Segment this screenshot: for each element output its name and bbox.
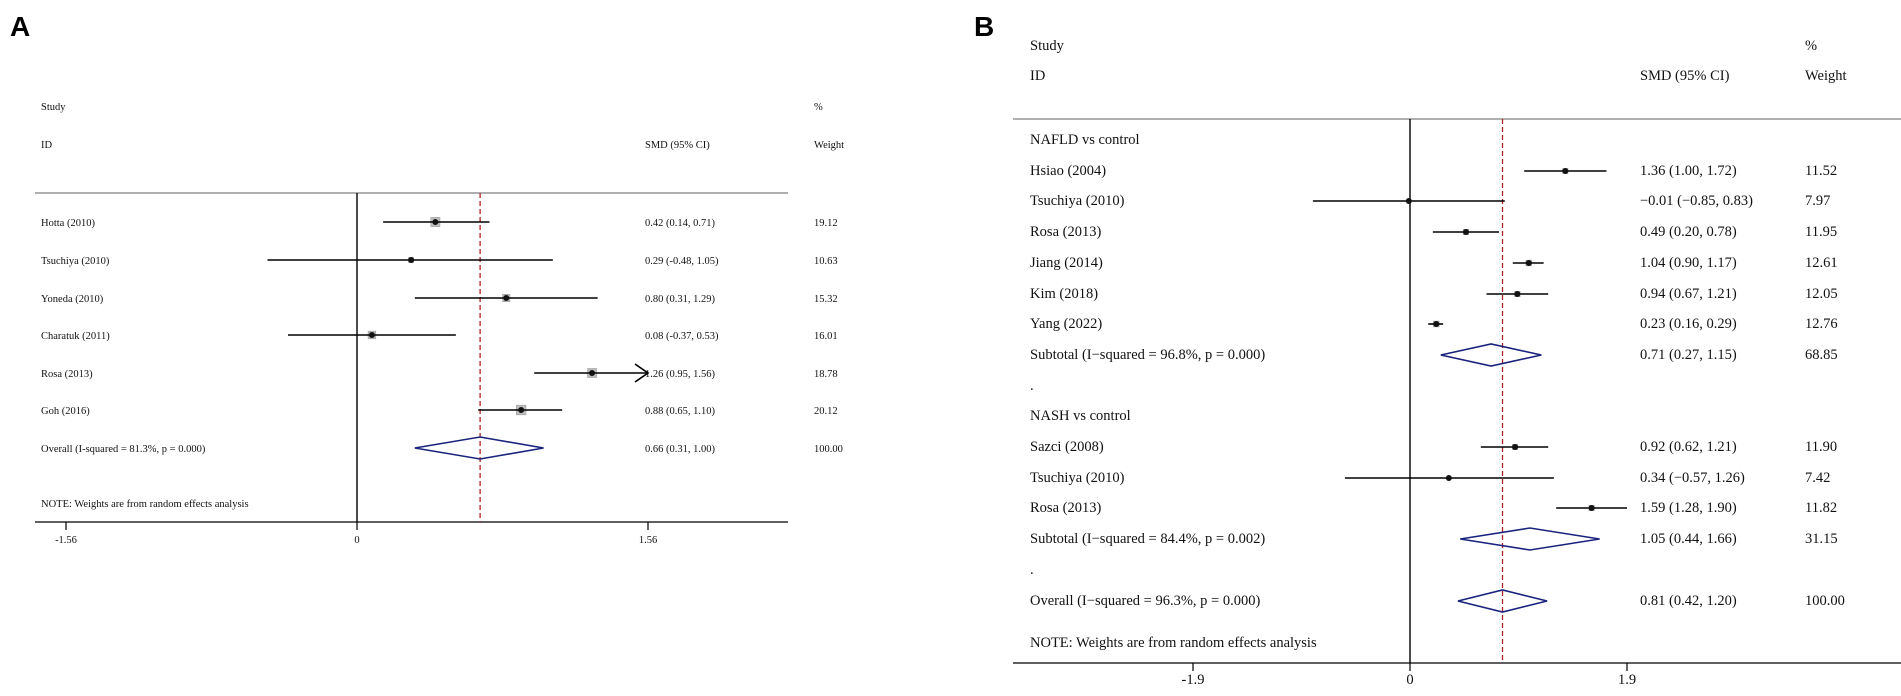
row-ci-text-b: 0.49 (0.20, 0.78) [1640, 224, 1737, 240]
point-estimate-a [589, 370, 595, 376]
row-ci-text-b: 0.34 (−0.57, 1.26) [1640, 470, 1745, 486]
row-label-b: Hsiao (2004) [1030, 163, 1107, 179]
panel-b-label: B [974, 11, 995, 42]
row-label-b: . [1030, 378, 1034, 394]
row-ci-text-b: 1.04 (0.90, 1.17) [1640, 255, 1737, 271]
row-label-b: Subtotal (I−squared = 96.8%, p = 0.000) [1030, 347, 1266, 363]
header-id-a: ID [41, 140, 53, 151]
row-label-a: Hotta (2010) [41, 218, 95, 229]
row-weight-b: 12.61 [1805, 255, 1838, 271]
row-ci-text-b: 0.92 (0.62, 1.21) [1640, 439, 1737, 455]
panel-a-label: A [10, 11, 31, 42]
row-weight-b: 11.95 [1805, 224, 1838, 240]
row-ci-text-a: 1.26 (0.95, 1.56) [645, 369, 715, 380]
header-weight-b: Weight [1805, 68, 1847, 84]
row-ci-text-b: 1.36 (1.00, 1.72) [1640, 163, 1737, 179]
subtotal-diamond-b [1441, 344, 1542, 366]
row-weight-b: 11.90 [1805, 439, 1838, 455]
row-ci-text-b: −0.01 (−0.85, 0.83) [1640, 193, 1754, 209]
row-ci-text-a: 0.80 (0.31, 1.29) [645, 294, 715, 305]
row-weight-a: 15.32 [814, 294, 838, 305]
point-estimate-a [432, 219, 438, 225]
row-weight-a: 100.00 [814, 444, 843, 455]
row-label-b: Jiang (2014) [1030, 255, 1103, 271]
row-label-b: NAFLD vs control [1030, 132, 1140, 148]
row-weight-b: 7.42 [1805, 470, 1831, 486]
row-weight-a: 16.01 [814, 331, 838, 342]
x-tick-label-a: 1.56 [638, 535, 658, 546]
row-label-a: Overall (I-squared = 81.3%, p = 0.000) [41, 444, 206, 455]
header-pct-a: % [814, 102, 823, 113]
row-ci-text-b: 1.59 (1.28, 1.90) [1640, 500, 1737, 516]
header-pct-b: % [1805, 38, 1818, 54]
row-label-b: Kim (2018) [1030, 286, 1099, 302]
row-ci-text-b: 0.81 (0.42, 1.20) [1640, 593, 1737, 609]
point-estimate-b [1446, 475, 1452, 481]
note-text-a: NOTE: Weights are from random effects analysis [41, 499, 249, 510]
row-label-b: Overall (I−squared = 96.3%, p = 0.000) [1030, 593, 1261, 609]
row-ci-text-a: 0.08 (-0.37, 0.53) [645, 331, 719, 342]
forest-plot-b [1013, 38, 1901, 688]
row-ci-text-a: 0.42 (0.14, 0.71) [645, 218, 715, 229]
row-label-a: Goh (2016) [41, 406, 90, 417]
row-label-a: Tsuchiya (2010) [41, 256, 110, 267]
row-label-b: Rosa (2013) [1030, 224, 1102, 240]
row-weight-b: 68.85 [1805, 347, 1838, 363]
row-label-b: NASH vs control [1030, 408, 1131, 424]
x-tick-label-a: -1.56 [55, 535, 77, 546]
row-weight-b: 11.52 [1805, 163, 1838, 179]
row-ci-text-b: 0.23 (0.16, 0.29) [1640, 316, 1737, 332]
point-estimate-a [518, 407, 524, 413]
header-study-b: Study [1030, 38, 1064, 54]
row-weight-b: 7.97 [1805, 193, 1831, 209]
header-study-a: Study [41, 102, 66, 113]
point-estimate-a [503, 295, 509, 301]
row-weight-b: 12.05 [1805, 286, 1838, 302]
row-weight-b: 31.15 [1805, 531, 1838, 547]
x-tick-label-b: 0 [1406, 672, 1414, 688]
row-weight-b: 11.82 [1805, 500, 1838, 516]
point-estimate-b [1514, 291, 1520, 297]
note-text-b: NOTE: Weights are from random effects analysis [1030, 635, 1317, 651]
x-tick-label-b: -1.9 [1181, 672, 1205, 688]
row-label-b: Rosa (2013) [1030, 500, 1102, 516]
row-ci-text-b: 0.94 (0.67, 1.21) [1640, 286, 1737, 302]
header-id-b: ID [1030, 68, 1046, 84]
row-ci-text-a: 0.66 (0.31, 1.00) [645, 444, 715, 455]
row-label-b: Sazci (2008) [1030, 439, 1104, 455]
point-estimate-b [1406, 198, 1412, 204]
row-label-a: Rosa (2013) [41, 369, 93, 380]
row-weight-a: 18.78 [814, 369, 838, 380]
point-estimate-a [408, 257, 414, 263]
row-label-b: Subtotal (I−squared = 84.4%, p = 0.002) [1030, 531, 1266, 547]
subtotal-diamond-b [1460, 528, 1599, 550]
overall-diamond-a [415, 437, 544, 459]
row-ci-text-a: 0.88 (0.65, 1.10) [645, 406, 715, 417]
row-label-b: . [1030, 562, 1034, 578]
row-ci-text-a: 0.29 (-0.48, 1.05) [645, 256, 719, 267]
point-estimate-b [1463, 229, 1469, 235]
x-tick-label-b: 1.9 [1617, 672, 1637, 688]
row-weight-a: 20.12 [814, 406, 838, 417]
row-ci-text-b: 1.05 (0.44, 1.66) [1640, 531, 1737, 547]
row-label-b: Tsuchiya (2010) [1030, 470, 1125, 486]
row-label-a: Charatuk (2011) [41, 331, 110, 342]
row-weight-b: 12.76 [1805, 316, 1838, 332]
row-ci-text-b: 0.71 (0.27, 1.15) [1640, 347, 1737, 363]
row-label-b: Tsuchiya (2010) [1030, 193, 1125, 209]
x-tick-label-a: 0 [354, 535, 360, 546]
point-estimate-b [1589, 505, 1595, 511]
header-weight-a: Weight [814, 140, 845, 151]
row-weight-b: 100.00 [1805, 593, 1845, 609]
point-estimate-a [369, 332, 375, 338]
point-estimate-b [1433, 321, 1439, 327]
point-estimate-b [1562, 168, 1568, 174]
row-weight-a: 10.63 [814, 256, 838, 267]
row-label-a: Yoneda (2010) [41, 294, 104, 305]
forest-plot-a [35, 102, 844, 546]
header-effect-a: SMD (95% CI) [645, 140, 710, 151]
header-effect-b: SMD (95% CI) [1640, 68, 1730, 84]
point-estimate-b [1512, 444, 1518, 450]
row-label-b: Yang (2022) [1030, 316, 1103, 332]
point-estimate-b [1526, 260, 1532, 266]
row-weight-a: 19.12 [814, 218, 838, 229]
